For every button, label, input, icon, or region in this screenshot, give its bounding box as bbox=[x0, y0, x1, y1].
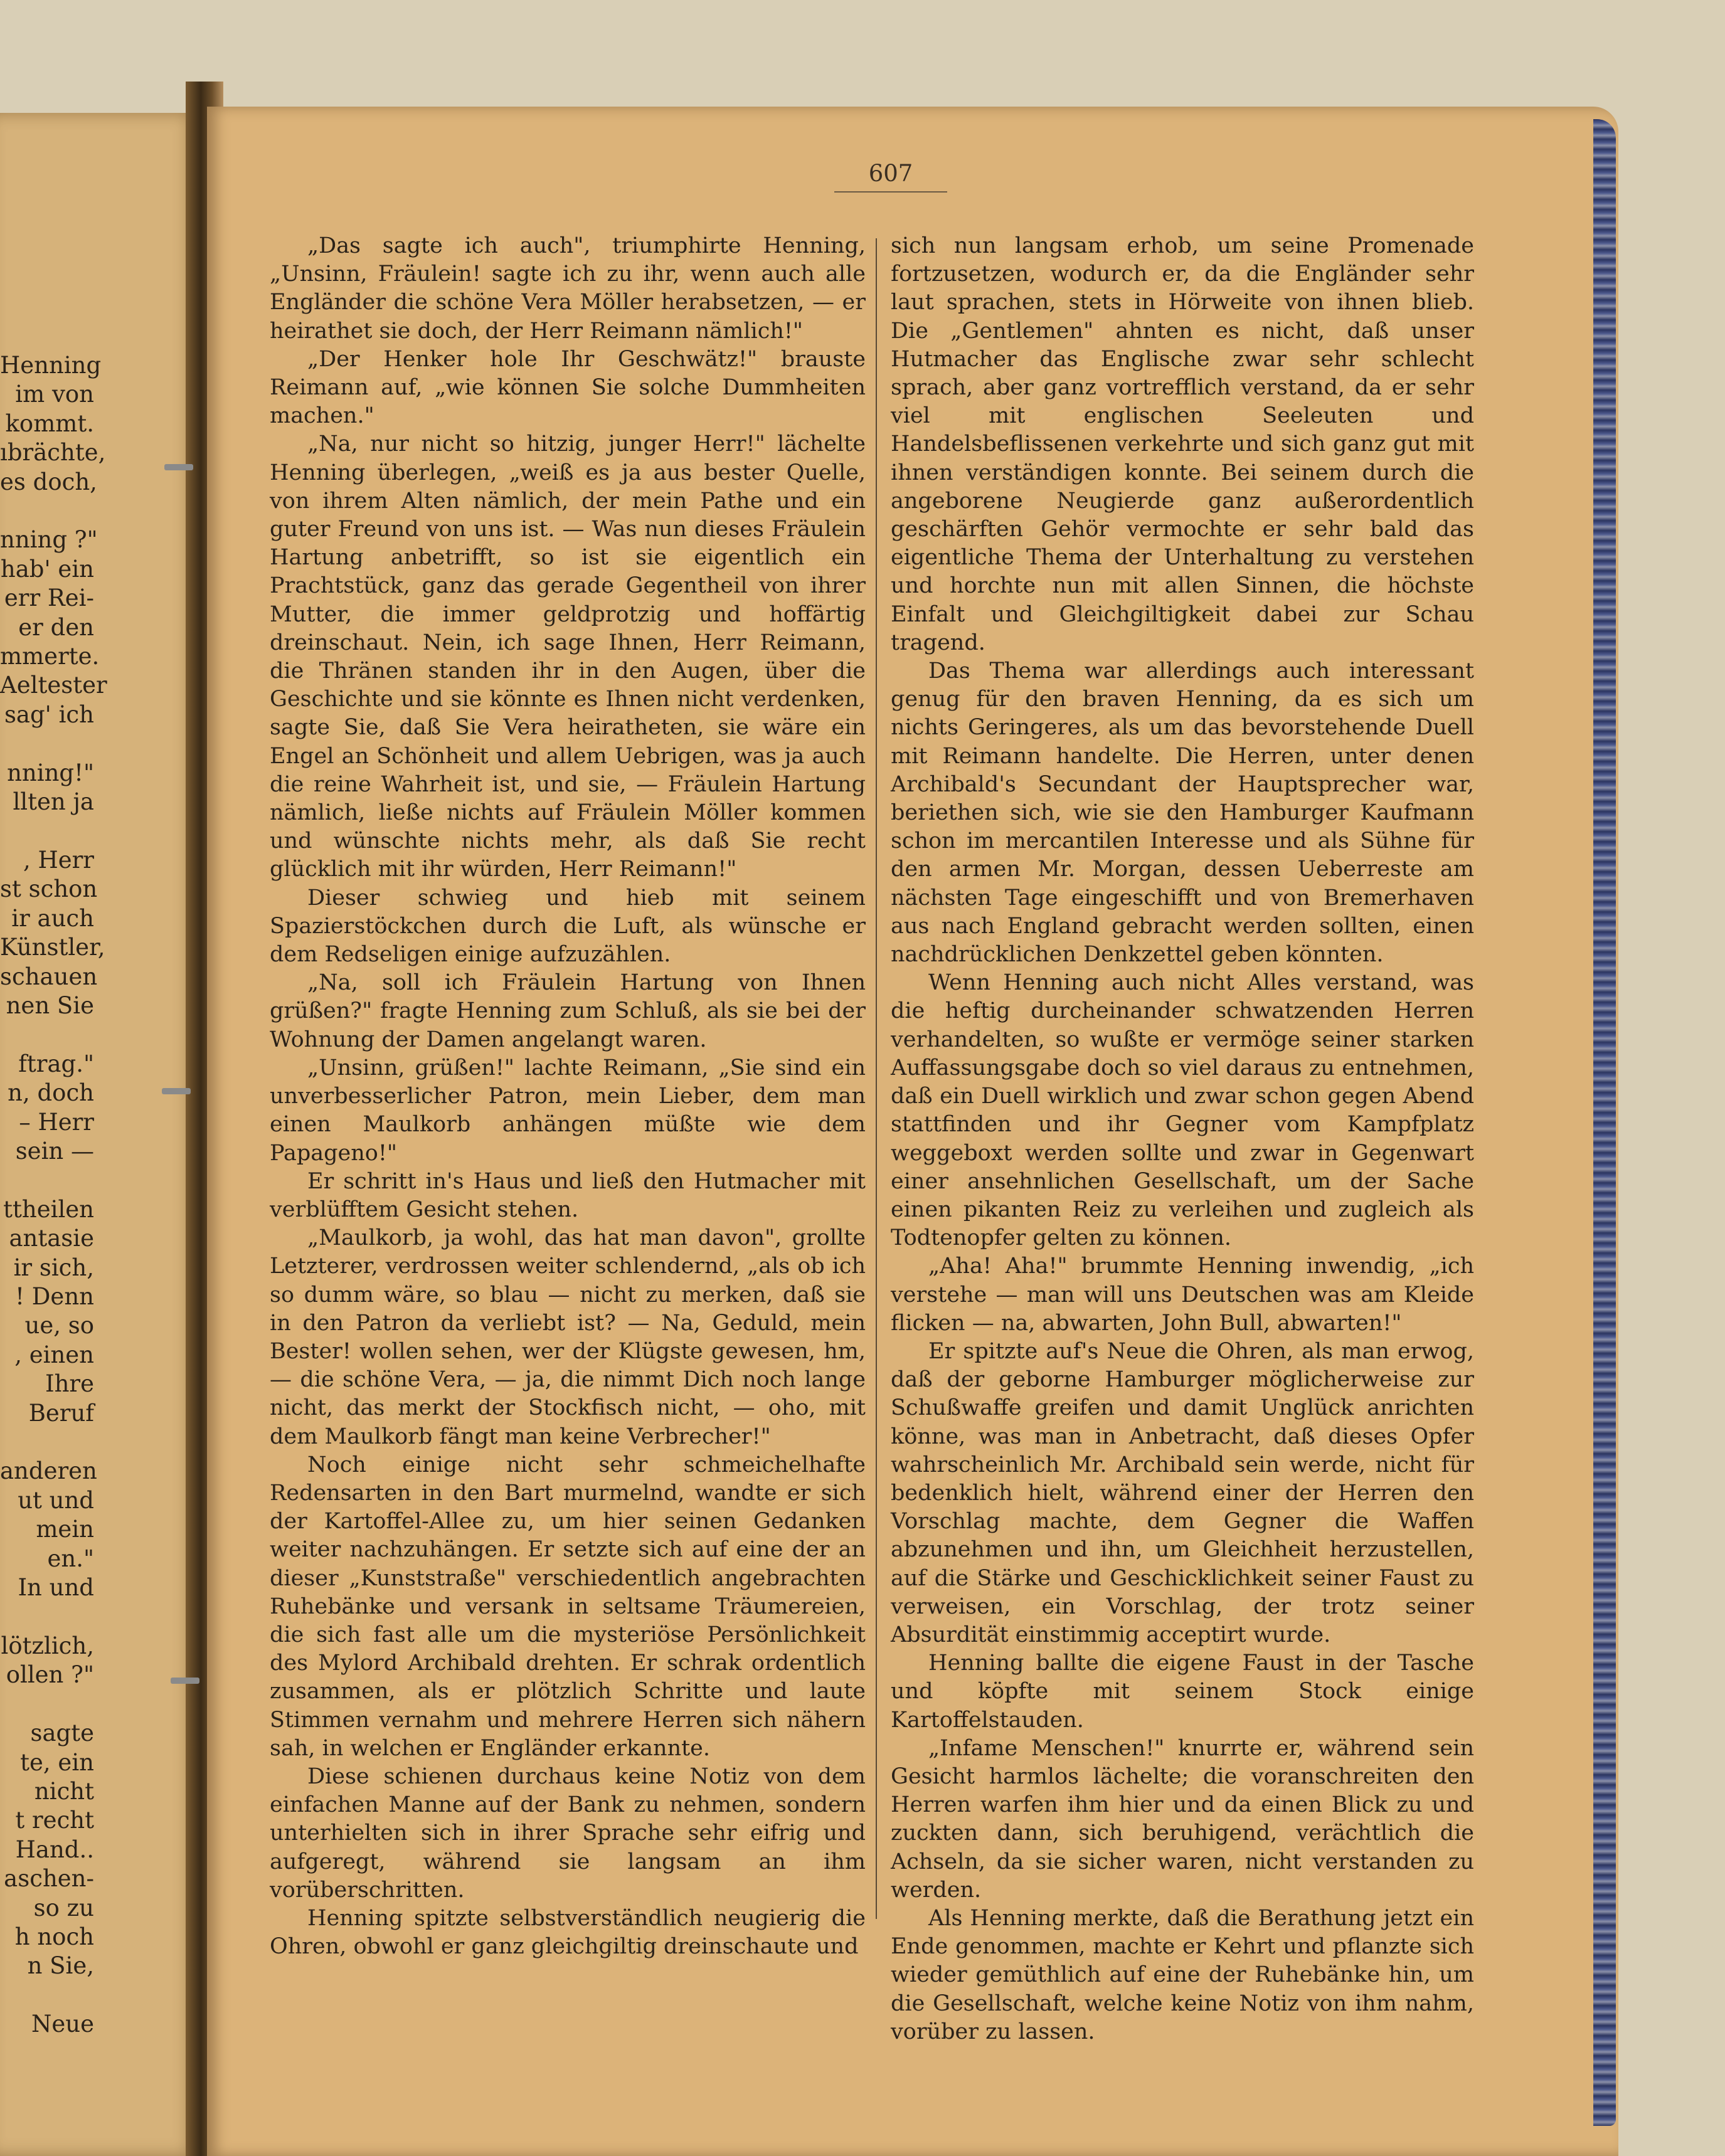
paragraph: „Der Henker hole Ihr Geschwätz!" brauste Reimann auf, „wie können Sie solche Dummheiten machen." bbox=[270, 346, 866, 429]
left-page-fragment: Künstler, bbox=[0, 934, 105, 961]
paragraph: „Na, nur nicht so hitzig, junger Herr!" lächelte Henning überlegen, „weiß es ja aus bester Quelle, von ihrem Alten nämlich, der mein Pathe und ein guter Freund von uns ist. — Was nun dieses Fräulein Hartung anbetrifft, so ist sie eigentlich ein Prachtstück, ganz das gerade Gegentheil von ihrer Mutter, die immer geldprotzig und hoffärtig dreinschaut. Nein, ich sage Ihnen, Herr Reimann, die Thränen standen ihr in den Augen, über die Geschichte und sie könnte es Ihnen nicht verdenken, sagte Sie, daß Sie Vera heiratheten, sie wäre ein Engel an Schönheit und allem Uebrigen, was ja auch die reine Wahrheit ist, und sie, — Fräulein Hartung nämlich, ließe nichts auf Fräulein Möller kommen und wünschte nichts mehr, als daß Sie recht glücklich mit ihr würden, Herr Reimann!" bbox=[270, 431, 866, 882]
left-page-fragment: Aeltester bbox=[0, 672, 107, 699]
left-page-fragment: , Herr bbox=[23, 846, 94, 874]
left-page-fragment: ! Denn bbox=[15, 1283, 94, 1310]
binding-pin bbox=[162, 1088, 191, 1094]
left-page-fragment: Hand.. bbox=[15, 1836, 94, 1863]
page-number-rule bbox=[834, 191, 947, 193]
left-page-fragment: es doch, bbox=[0, 468, 97, 495]
left-page-fragment: sein — bbox=[15, 1137, 94, 1165]
paragraph: „Das sagte ich auch", triumphirte Henning, „Unsinn, Fräulein! sagte ich zu ihr, wenn auch alle Engländer die schöne Vera Möller herabsetzen, — er heirathet sie doch, der Herr Reimann nämlich!" bbox=[270, 233, 866, 344]
left-page-fragment: ollen ?" bbox=[6, 1661, 94, 1689]
left-page-fragment: nning!" bbox=[7, 759, 94, 786]
left-page-text-fragments bbox=[0, 351, 107, 2039]
left-page-fragment: so zu bbox=[33, 1894, 94, 1921]
left-page-fragment: nning ?" bbox=[0, 526, 98, 554]
left-page-fragment: en." bbox=[47, 1545, 94, 1572]
left-page-fragment: – Herr bbox=[19, 1108, 94, 1136]
left-page-fragment bbox=[0, 729, 94, 758]
left-page-fragment: antasie bbox=[9, 1225, 94, 1252]
paragraph: „Aha! Aha!" brummte Henning inwendig, „ich verstehe — man will uns Deutschen was am Kleide flicken — na, abwarten, John Bull, abwarten!" bbox=[891, 1254, 1474, 1336]
left-page-fragment: mein bbox=[36, 1516, 94, 1543]
paragraph: „Maulkorb, ja wohl, das hat man davon", grollte Letzterer, verdrossen weiter schlendernd, „als ob ich so dumm wäre, so blau — nicht zu merken, daß sie in den Patron da verliebt ist? — Na, Geduld, mein Bester! wollen sehen, wer der Klügste gewesen, hm, — die schöne Vera, — ja, die nimmt Dich noch lange nicht, das merkt der Stockfisch nicht, — oho, mit dem Maulkorb fängt man keine Verbrecher!" bbox=[270, 1225, 866, 1449]
left-page-fragment bbox=[0, 1690, 94, 1719]
left-page-fragment: ıbrächte, bbox=[0, 439, 106, 467]
binding-pin bbox=[164, 464, 193, 470]
paragraph: Wenn Henning auch nicht Alles verstand, was die heftig durcheinander schwatzenden Herren verhandelten, so wußte er vermöge seiner starken Auffassungsgabe doch so viel daraus zu entnehmen, daß ein Duell wirklich und zwar schon gegen Abend stattfinden und ihr Gegner vom Kampfplatz weggeboxt werden sollte und zwar in Gegenwart einer ansehnlichen Gesellschaft, um der Sache einen pikanten Reiz zu verleihen und zugleich als Todtenopfer gelten zu können. bbox=[891, 970, 1474, 1251]
left-page-fragment: ir auch bbox=[11, 904, 94, 932]
left-page-fragment bbox=[0, 817, 94, 846]
left-page-fragment: h noch bbox=[14, 1923, 94, 1950]
left-page-fragment: n Sie, bbox=[27, 1952, 94, 1980]
left-page-fragment bbox=[0, 1602, 94, 1631]
text-column-right bbox=[891, 232, 1474, 2046]
page-edge bbox=[1593, 119, 1616, 2126]
left-page-fragment: mmerte. bbox=[0, 643, 100, 670]
left-page-fragment bbox=[0, 1020, 94, 1049]
paragraph: „Unsinn, grüßen!" lachte Reimann, „Sie sind ein unverbesserlicher Patron, mein Lieber, dem man einen Maulkorb anhängen müßte wie dem Papageno!" bbox=[270, 1055, 866, 1166]
left-page-fragment: sag' ich bbox=[4, 700, 94, 728]
left-page-fragment: aschen- bbox=[4, 1865, 94, 1893]
paragraph: Dieser schwieg und hieb mit seinem Spazierstöckchen durch die Luft, als wünsche er dem Redseligen einige aufzuzählen. bbox=[270, 885, 866, 968]
left-page-fragment: im von bbox=[15, 381, 94, 408]
left-page-fragment: nicht bbox=[34, 1777, 94, 1805]
paragraph: „Infame Menschen!" knurrte er, während sein Gesicht harmlos lächelte; die voranschreiten den Herren warfen ihm hier und da einen Blick zu und zuckten dann, sich beruhigend, verächtlich die Achseln, da sie sicher waren, nicht verstanden zu werden. bbox=[891, 1735, 1474, 1903]
left-page-fragment: te, ein bbox=[20, 1748, 94, 1776]
left-page-fragment: anderen bbox=[0, 1457, 97, 1485]
left-page-fragment: st schon bbox=[0, 875, 98, 903]
left-page-fragment: ue, so bbox=[24, 1312, 94, 1340]
left-page-fragment: sagte bbox=[30, 1720, 94, 1747]
left-page-fragment bbox=[0, 497, 94, 526]
left-page-fragment bbox=[0, 1981, 94, 2010]
page-number: 607 bbox=[868, 160, 913, 187]
binding-pin bbox=[171, 1678, 199, 1684]
paragraph: sich nun langsam erhob, um seine Promenade fortzusetzen, wodurch er, da die Engländer sehr laut sprachen, stets in Hörweite von ihnen blieb. Die „Gentlemen" ahnten es nicht, daß unser Hutmacher das Englische zwar sehr schlecht sprach, aber ganz vortrefflich verstand, da er sehr viel mit englischen Seeleuten und Handelsbeflissenen verkehrte und sich ganz gut mit ihnen verständigen konnte. Bei seinem durch die angeborene Neugierde ganz außerordentlich geschärften Gehör vermochte er sehr bald das eigentliche Thema der Unterhaltung zu verstehen und horchte nun mit allen Sinnen, die höchste Einfalt und Gleichgiltigkeit dabei zur Schau tragend. bbox=[891, 233, 1474, 655]
left-page-fragment: Henning bbox=[0, 352, 102, 379]
left-page-fragment: t recht bbox=[15, 1807, 94, 1834]
left-page-fragment: In und bbox=[18, 1574, 94, 1602]
left-page-fragment: Neue bbox=[31, 2011, 94, 2038]
left-page-fragment: n, doch bbox=[8, 1079, 94, 1107]
left-page-fragment: lötzlich, bbox=[1, 1632, 94, 1659]
paragraph: Henning spitzte selbstverständlich neugierig die Ohren, obwohl er ganz gleichgiltig dreinschaute und bbox=[270, 1905, 866, 1960]
left-page-fragment: , einen bbox=[14, 1341, 94, 1368]
left-page-fragment: ut und bbox=[18, 1486, 94, 1514]
paragraph: Diese schienen durchaus keine Notiz von dem einfachen Manne auf der Bank zu nehmen, sondern unterhielten sich in ihrer Sprache sehr eifrig und aufgeregt, während sie langsam an ihm vorüberschritten. bbox=[270, 1763, 866, 1903]
left-page-fragment: llten ja bbox=[13, 788, 94, 816]
paragraph: Das Thema war allerdings auch interessant genug für den braven Henning, da es sich um nichts Geringeres, als um das bevorstehende Duell mit Reimann handelte. Die Herren, unter denen Archibald's Secundant der Hauptsprecher war, beriethen sich, wie sie den Hamburger Kaufmann schon im mercantilen Interesse und als Sühne für den armen Mr. Morgan, dessen Ueberreste am nächsten Tage eingeschifft und von Bremerhaven aus nach England gebracht werden sollten, einen nachdrücklichen Denkzettel geben könnten. bbox=[891, 658, 1474, 968]
left-page-fragment: kommt. bbox=[5, 410, 94, 437]
left-page-fragment: schauen bbox=[0, 963, 98, 990]
left-page-fragment: ir sich, bbox=[13, 1254, 94, 1281]
left-page-fragment: hab' ein bbox=[0, 555, 94, 583]
left-page-fragment: er den bbox=[18, 613, 94, 641]
paragraph: „Na, soll ich Fräulein Hartung von Ihnen grüßen?" fragte Henning zum Schluß, als sie bei der Wohnung der Damen angelangt waren. bbox=[270, 970, 866, 1052]
left-page-fragment: err Rei- bbox=[4, 584, 94, 612]
left-page-fragment: nen Sie bbox=[6, 991, 94, 1019]
left-page-fragment: Ihre bbox=[45, 1370, 94, 1398]
paragraph: Henning ballte die eigene Faust in der Tasche und köpfte mit seinem Stock einige Kartoffelstauden. bbox=[891, 1651, 1474, 1733]
left-page-fragment bbox=[0, 1166, 94, 1195]
paragraph: Er schritt in's Haus und ließ den Hutmacher mit verblüfftem Gesicht stehen. bbox=[270, 1168, 866, 1222]
left-page-fragment bbox=[0, 1428, 94, 1457]
paragraph: Als Henning merkte, daß die Berathung jetzt ein Ende genommen, machte er Kehrt und pflanzte sich wieder gemüthlich auf eine der Ruhebänke hin, um die Gesellschaft, welche keine Notiz von ihm nahm, vorüber zu lassen. bbox=[891, 1905, 1474, 2044]
paragraph: Er spitzte auf's Neue die Ohren, als man erwog, daß der geborne Hamburger möglicherweise zur Schußwaffe greifen und damit Unglück anrichten könne, was man in Anbetracht, daß dieses Opfer wahrscheinlich Mr. Archibald sein werde, nicht für bedenklich hielt, während einer der Herren den Vorschlag machte, dem Gegner die Waffen abzunehmen und ihn, um Gleichheit herzustellen, auf die Stärke und Geschicklichkeit seiner Faust zu verweisen, ein Vorschlag, der trotz seiner Absurdität einstimmig acceptirt wurde. bbox=[891, 1338, 1474, 1647]
text-column-left bbox=[270, 232, 866, 1961]
left-facing-page bbox=[0, 113, 201, 2156]
paragraph: Noch einige nicht sehr schmeichelhafte Redensarten in den Bart murmelnd, wandte er sich der Kartoffel-Allee zu, um hier seinen Gedanken weiter nachzuhängen. Er setzte sich auf eine der an dieser „Kunststraße" verschiedentlich angebrachten Ruhebänke und versank in seltsame Träumereien, die sich fast alle um die mysteriöse Persönlichkeit des Mylord Archibald drehten. Er schrak ordentlich zusammen, als er plötzlich Schritte und laute Stimmen vernahm und mehrere Herren sich nähern sah, in welchen er Engländer erkannte. bbox=[270, 1452, 866, 1761]
left-page-fragment: ttheilen bbox=[3, 1195, 94, 1223]
column-divider bbox=[876, 238, 877, 1919]
left-page-fragment: ftrag." bbox=[18, 1050, 94, 1077]
left-page-fragment: Beruf bbox=[28, 1399, 94, 1427]
